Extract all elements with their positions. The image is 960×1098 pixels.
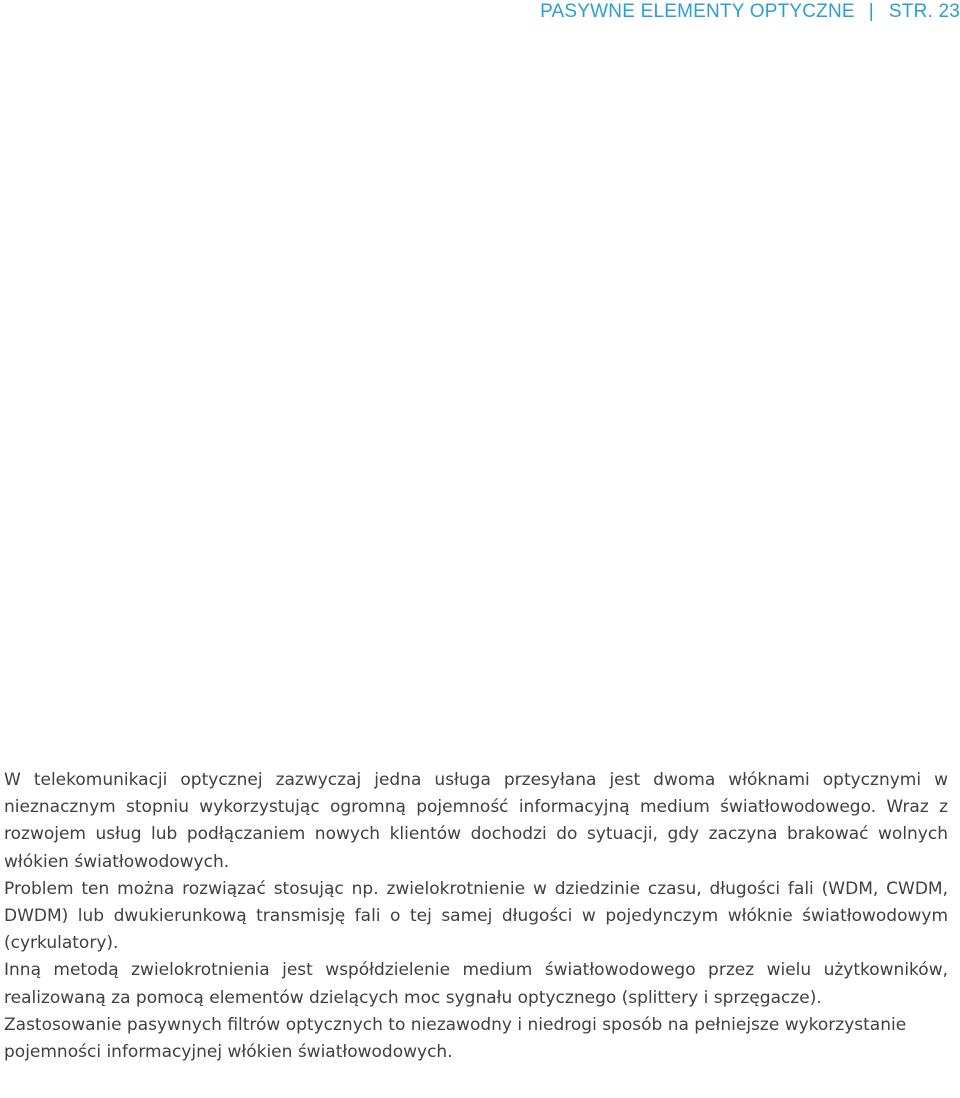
paragraph: Problem ten można rozwiązać stosując np. zwielokrotnienie w dziedzinie czasu, długości fali (WDM, CWDM, DWDM) lub dwukierunkową transmisję fali o tej samej długości w pojedynczym włóknie światłowodowym (cyrkulatory).: [4, 878, 948, 954]
body-text: [4, 767, 948, 1066]
paragraph: Zastosowanie pasywnych filtrów optycznych to niezawodny i niedrogi sposób na pełniejsze wykorzystanie pojemności informacyjnej włókien światłowodowych.: [4, 1014, 907, 1063]
running-header: [540, 0, 960, 24]
paragraph: W telekomunikacji optycznej zazwyczaj jedna usługa przesyłana jest dwoma włóknami optycznymi w nieznacznym stopniu wykorzystując ogromną pojemność informacyjną medium światłowodowego. Wraz z rozwojem usług lub podłączaniem nowych klientów dochodzi do sytuacji, gdy zaczyna brakować wolnych włókien światłowodowych.: [4, 770, 948, 872]
paragraph: Inną metodą zwielokrotnienia jest współdzielenie medium światłowodowego przez wielu użytkowników, realizowaną za pomocą elementów dzielących moc sygnału optycznego (splittery i sprzęgacze).: [4, 960, 948, 1008]
section-title: PASYWNE ELEMENTY OPTYCZNE: [540, 1, 855, 22]
page-number: STR. 23: [888, 1, 960, 22]
header-separator: |: [868, 1, 874, 22]
